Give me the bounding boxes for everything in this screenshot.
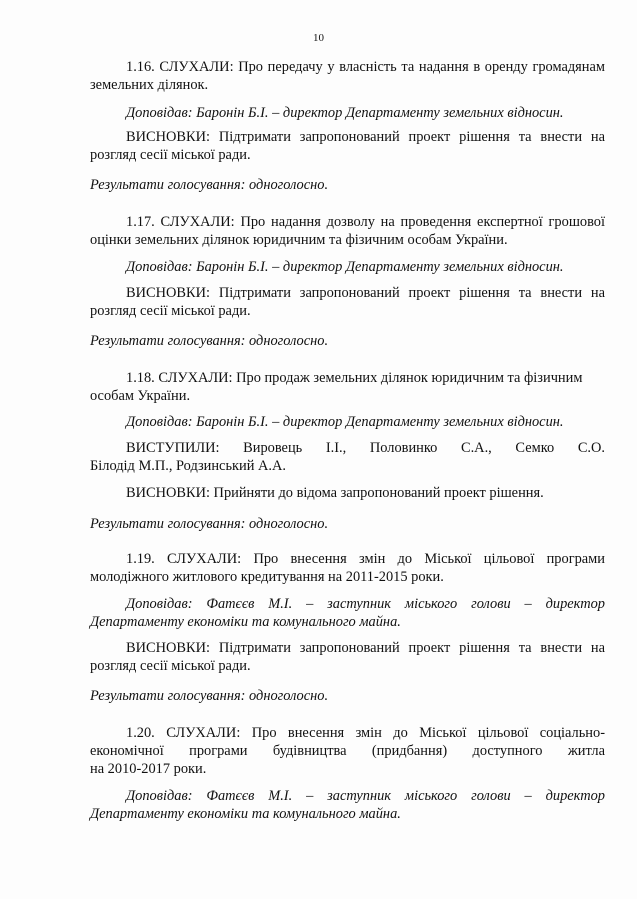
item-1-18-spoke-line-1: ВИСТУПИЛИ: Вировець І.І., Половинко С.А., Семко С.О. xyxy=(126,440,605,456)
item-1-18-spoke xyxy=(90,439,605,475)
item-1-17-vote: Результати голосування: одноголосно. xyxy=(90,333,329,349)
item-1-18-heard-line-1: 1.18. СЛУХАЛИ: Про продаж земельних ділянок юридичним та фізичним xyxy=(126,370,583,386)
item-1-16-speaker: Доповідав: Баронін Б.І. – директор Департаменту земельних відносин. xyxy=(126,105,564,121)
item-1-16-heard: 1.16. СЛУХАЛИ: Про передачу у власність та надання в оренду громадянам земельних ділянок. xyxy=(90,59,605,93)
item-1-20-heard-line-2: економічної програми будівництва (придбання) доступного житла xyxy=(90,743,605,759)
item-1-16-conclusion: ВИСНОВКИ: Підтримати запропонований проект рішення та внести на розгляд сесії міської ради. xyxy=(90,129,605,163)
item-1-19-vote: Результати голосування: одноголосно. xyxy=(90,688,329,704)
item-1-18-heard xyxy=(90,369,605,405)
item-1-18-spoke-line-2: Білодід М.П., Родзинський А.А. xyxy=(90,458,286,474)
item-1-19-heard: 1.19. СЛУХАЛИ: Про внесення змін до Міської цільової програми молодіжного житлового кредитування на 2011-2015 роки. xyxy=(90,551,605,585)
item-1-20-heard xyxy=(90,724,605,778)
item-1-17-conclusion: ВИСНОВКИ: Підтримати запропонований проект рішення та внести на розгляд сесії міської ради. xyxy=(90,285,605,319)
item-1-17-speaker: Доповідав: Баронін Б.І. – директор Департаменту земельних відносин. xyxy=(126,259,564,275)
item-1-17-heard: 1.17. СЛУХАЛИ: Про надання дозволу на проведення експертної грошової оцінки земельних ділянок юридичним та фізичним особам України. xyxy=(90,214,605,248)
item-1-18-heard-line-2: особам України. xyxy=(90,388,191,404)
item-1-20-heard-line-1: 1.20. СЛУХАЛИ: Про внесення змін до Міської цільової соціально- xyxy=(126,725,605,741)
item-1-18-conclusion: ВИСНОВКИ: Прийняти до відома запропонований проект рішення. xyxy=(126,485,544,501)
item-1-18-vote: Результати голосування: одноголосно. xyxy=(90,516,329,532)
page-number: 10 xyxy=(313,32,324,44)
item-1-20-speaker: Доповідав: Фатєєв М.І. – заступник міського голови – директор Департаменту економіки та комунального майна. xyxy=(90,788,605,822)
item-1-18-speaker: Доповідав: Баронін Б.І. – директор Департаменту земельних відносин. xyxy=(126,414,564,430)
item-1-19-conclusion: ВИСНОВКИ: Підтримати запропонований проект рішення та внести на розгляд сесії міської ради. xyxy=(90,640,605,674)
item-1-20-heard-line-3: на 2010-2017 роки. xyxy=(90,761,207,777)
item-1-16-vote: Результати голосування: одноголосно. xyxy=(90,177,329,193)
item-1-19-speaker: Доповідав: Фатєєв М.І. – заступник міського голови – директор Департаменту економіки та комунального майна. xyxy=(90,596,605,630)
